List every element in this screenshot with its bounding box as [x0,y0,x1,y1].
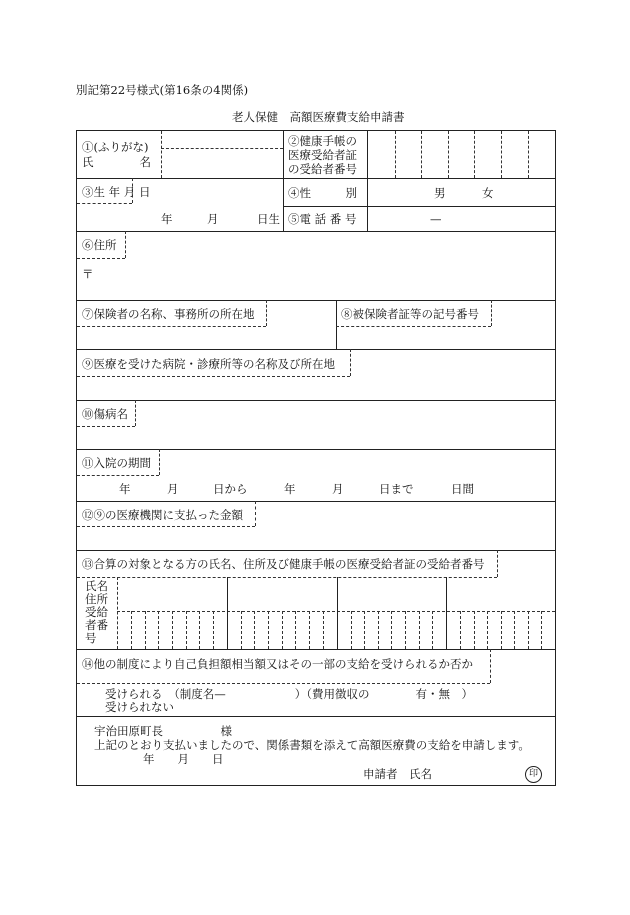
form-number: 別記第22号様式(第16条の4関係) [76,83,249,97]
birth-year-unit: 年 [161,212,173,226]
digit-box-divider [541,611,542,649]
label-box-side [159,449,160,475]
to-day-unit: 日まで [379,482,414,496]
column-divider [283,131,284,231]
digit-box-divider [158,611,159,649]
birth-day-unit: 日生 [257,212,280,226]
sex-label: ④性 別 [288,186,357,200]
to-year-unit: 年 [284,482,296,496]
label-box-bottom [77,376,350,377]
digit-box-divider [323,611,324,649]
application-form [76,130,556,786]
insured-number-label: ⑧被保険者証等の記号番号 [341,307,479,321]
seal-mark: 印 [525,766,542,783]
application-date: 年 月 日 [143,752,224,766]
digit-box-divider [309,611,310,649]
column-divider [367,131,368,178]
label-box-side [132,178,133,203]
row-divider [77,501,555,502]
amount-paid-label: ⑫⑨の医療機関に支払った金額 [82,508,243,522]
phone-dash: — [430,212,442,226]
recipient-number-label-1: ②健康手帳の [288,134,357,148]
from-year-unit: 年 [119,482,131,496]
side-label-name: 氏名 [85,579,108,593]
sex-option-male[interactable]: 男 [434,186,446,200]
option-not-eligible[interactable]: 受けられない [105,700,174,714]
applicant-name-label: 申請者 氏名 [363,767,432,781]
label-box-side [255,501,256,526]
recipient-number-label-3: の受給者番号 [288,162,357,176]
digit-box-divider [351,611,352,649]
address-label: ⑥住所 [82,238,117,252]
digit-box-divider [487,611,488,649]
person-column-divider [337,577,338,649]
from-day-unit: 日から [213,482,248,496]
digit-box-divider [186,611,187,649]
combined-persons-label: ⑬合算の対象となる方の氏名、住所及び健康手帳の医療受給者証の受給者番号 [82,557,485,571]
side-label-number: 者番 [85,618,108,632]
digit-box-divider [460,611,461,649]
digit-box-divider [268,611,269,649]
side-label-go: 号 [85,631,97,645]
row-divider [77,550,555,551]
digit-box-divider [474,611,475,649]
from-month-unit: 月 [167,482,179,496]
side-label-address: 住所 [85,592,108,606]
birthdate-label: ③生 年 月 日 [82,185,151,199]
digit-box-divider [528,611,529,649]
digit-box-divider [131,611,132,649]
label-box-side [350,349,351,376]
row-divider [77,449,555,450]
digit-box-divider [213,611,214,649]
label-box-side [490,649,491,683]
row-divider [77,178,555,179]
digit-box-divider [254,611,255,649]
column-divider [367,178,368,231]
admission-period-label: ⑪入院の期間 [82,456,151,470]
digit-box-divider [295,611,296,649]
row-divider [77,300,555,301]
sex-option-female[interactable]: 女 [482,186,494,200]
row-divider [77,716,555,717]
side-label-recipient: 受給 [85,605,108,619]
disease-label: ⑩傷病名 [82,407,128,421]
digit-box-divider [364,611,365,649]
row-divider [77,649,555,650]
page-title: 老人保健 高額医療費支給申請書 [232,110,405,124]
label-box-bottom [77,326,266,327]
insurer-label: ⑦保険者の名称、事務所の所在地 [82,307,255,321]
digit-box-divider [474,131,475,178]
label-box-side [125,231,126,258]
label-divider [161,131,162,178]
label-box-bottom [77,526,255,527]
postal-mark: 〒 [82,267,94,281]
label-box-bottom [77,683,490,684]
side-label-divider [117,577,118,649]
digit-box-divider [419,611,420,649]
label-box-bottom [77,203,132,204]
digit-box-divider [501,611,502,649]
digit-box-divider [514,611,515,649]
digit-box-divider [378,611,379,649]
other-system-label: ⑭他の制度により自己負担額相当額又はその一部の支給を受けられるか否か [82,657,473,671]
name-address-divider [117,611,555,612]
furigana-label: ①(ふりがな) [82,140,149,154]
digit-box-divider [241,611,242,649]
digit-box-divider [448,131,449,178]
birth-month-unit: 月 [207,212,219,226]
row-divider [77,231,555,232]
furigana-divider [161,148,283,149]
to-month-unit: 月 [332,482,344,496]
label-box-bottom [77,258,125,259]
digit-box-divider [528,131,529,178]
digit-box-divider [391,611,392,649]
label-box-bottom [77,426,135,427]
phone-label: ⑤電 話 番 号 [288,212,357,226]
digit-box-divider [432,611,433,649]
name-label: 氏 名 [82,155,151,169]
recipient-number-label-2: 医療受給者証 [288,148,357,162]
label-box-side [266,300,267,326]
label-box-side [491,300,492,326]
option-eligible[interactable]: 受けられる （制度名— ）（費用徴収の 有・無 ） [105,687,473,701]
digit-box-divider [145,611,146,649]
application-statement: 上記のとおり支払いましたので、関係書類を添えて高額医療費の支給を申請します。 [94,738,530,752]
addressee: 宇治田原町長 様 [94,724,232,738]
digit-box-divider [282,611,283,649]
hospital-label: ⑨医療を受けた病院・診療所等の名称及び所在地 [82,357,335,371]
label-box-bottom [77,577,497,578]
label-box-bottom [336,326,491,327]
digit-box-divider [501,131,502,178]
digit-box-divider [199,611,200,649]
digit-box-divider [405,611,406,649]
row-divider [77,349,555,350]
person-column-divider [446,577,447,649]
label-box-side [497,550,498,577]
days-unit: 日間 [451,482,474,496]
digit-box-divider [395,131,396,178]
digit-box-divider [421,131,422,178]
person-column-divider [227,577,228,649]
row-divider [283,206,555,207]
column-divider [336,300,337,349]
row-divider [77,400,555,401]
label-box-bottom [77,475,159,476]
digit-box-divider [172,611,173,649]
label-box-side [135,400,136,426]
